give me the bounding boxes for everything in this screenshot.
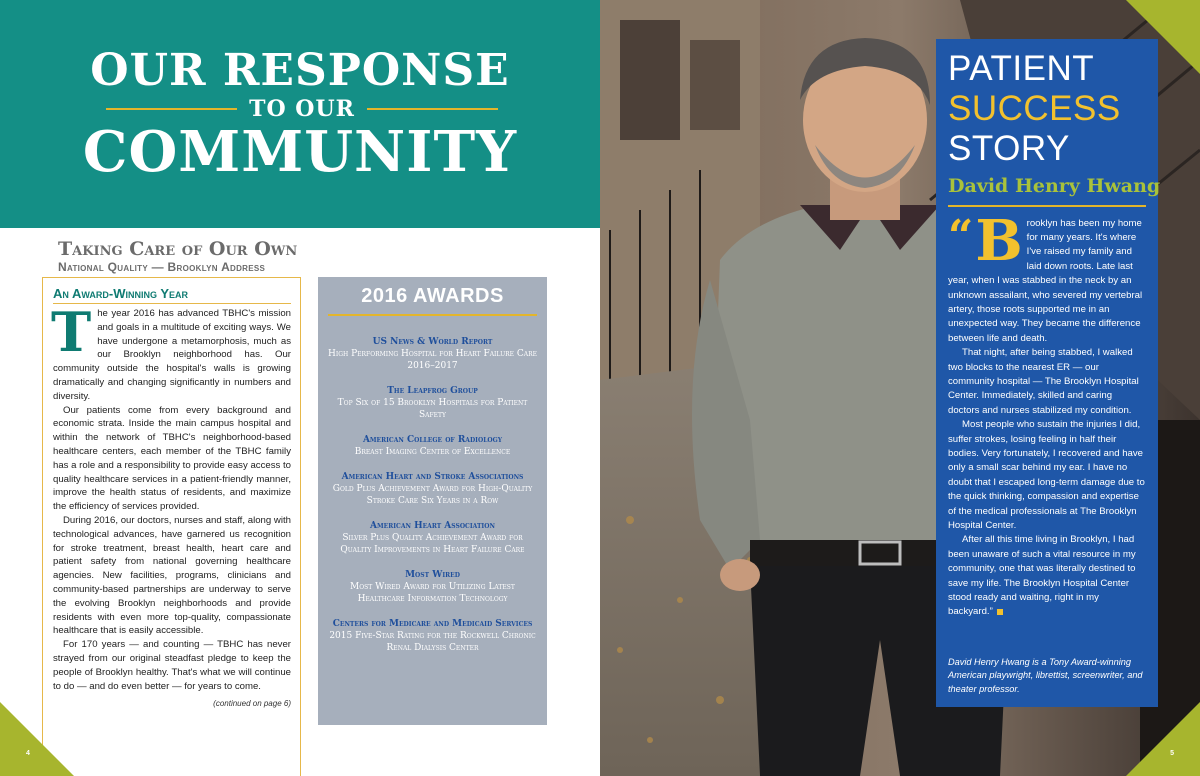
- award-org: Most Wired: [405, 569, 460, 580]
- banner-title-line2-text: TO OUR: [249, 96, 355, 122]
- awards-title: 2016 AWARDS: [361, 285, 504, 307]
- story-dropcap: B: [975, 207, 1023, 274]
- section-subtitle: National Quality — Brooklyn Address: [58, 260, 266, 274]
- banner-rule-left: [106, 108, 237, 110]
- award-org: US News & World Report: [372, 336, 493, 347]
- page-number-right: 5: [1170, 750, 1174, 757]
- awards-panel: [318, 277, 547, 725]
- article-paragraph: During 2016, our doctors, nurses and staff, along with technological advances, have garnered us recognition for stroke treatment, breast health, heart care and patient safety from national governing healthcare agencies. New facilities, programs, clinicians and community-based partnerships are underway to serve the evolving Brooklyn neighborhoods and provide residents with even more top-quality, compassionate healthcare that is easily accessible.: [53, 514, 291, 637]
- story-paragraph-text: rooklyn has been my home for many years. It's where I've raised my family and laid down roots. Late last year, when I was stabbed in the neck by an unknown assailant, who severed my vertebral artery, those roots supported me in an unexpected way. They became the difference between life and death.: [948, 217, 1143, 344]
- award-desc: 2015 Five-Star Rating for the Rockwell Chronic Renal Dialysis Center: [329, 630, 536, 653]
- article-body: [51, 300, 291, 693]
- banner-title-line3: COMMUNITY: [82, 119, 518, 185]
- title-banner: [0, 0, 600, 228]
- story-body: [948, 207, 1146, 620]
- award-item: [318, 385, 547, 421]
- award-desc: Top Six of 15 Brooklyn Hospitals for Patient Safety: [337, 397, 528, 420]
- award-item: [318, 569, 547, 605]
- story-heading-line2: SUCCESS: [948, 89, 1121, 128]
- award-item: [318, 434, 547, 458]
- continued-note: (continued on page 6): [213, 699, 291, 709]
- award-org: The Leapfrog Group: [387, 385, 478, 396]
- article-heading: An Award-Winning Year: [53, 286, 291, 304]
- award-item: [318, 471, 547, 507]
- story-rule: [948, 205, 1146, 207]
- patient-story-panel: [936, 39, 1161, 707]
- award-desc: Breast Imaging Center of Excellence: [354, 446, 511, 457]
- story-paragraph-text: After all this time living in Brooklyn, I had been unaware of such a vital resource in my community, one that was literally destined to save my life. The Brooklyn Hospital Center stood ready and waiting, right in my backyard.”: [948, 534, 1136, 618]
- story-paragraph: [948, 207, 1146, 347]
- story-heading-line1: PATIENT: [948, 49, 1095, 88]
- article-paragraph: [51, 300, 291, 404]
- awards-rule: [328, 314, 537, 316]
- award-desc: Most Wired Award for Utilizing Latest Healthcare Information Technology: [350, 581, 515, 604]
- article-paragraph: For 170 years — and counting — TBHC has never strayed from our original steadfast pledge to keep the people of Brooklyn healthy. That's what we will continue to do — and do even better — for years to come.: [53, 639, 291, 692]
- banner-rule-right: [367, 108, 498, 110]
- award-desc: Gold Plus Achievement Award for High-Quality Stroke Care Six Years in a Row: [332, 483, 533, 506]
- story-paragraph: [948, 533, 1146, 619]
- story-caption: David Henry Hwang is a Tony Award-winning American playwright, librettist, screenwriter, and theater professor.: [948, 656, 1143, 695]
- award-desc: High Performing Hospital for Heart Failure Care 2016–2017: [327, 348, 538, 371]
- story-paragraph: That night, after being stabbed, I walked two blocks to the nearest ER — our community hospital — The Brooklyn Hospital Center. Immediately, skilled and caring doctors and nurses stabilized my condition.: [948, 347, 1139, 416]
- article-paragraph-text: he year 2016 has advanced TBHC's mission and goals in a multitude of exciting ways. We have undergone a metamorphosis, much as our Brooklyn neighborhood has. Our community outside the hospital's walls is growing dramatically and changing significantly in numbers and diversity.: [53, 308, 291, 402]
- patient-name: David Henry Hwang: [948, 175, 1161, 197]
- section-title: Taking Care of Our Own: [58, 238, 298, 260]
- page-number-left: 4: [26, 750, 30, 757]
- article-dropcap: T: [51, 300, 92, 364]
- award-item: [318, 618, 547, 654]
- award-org: American College of Radiology: [362, 434, 503, 445]
- article-paragraph: Our patients come from every background and economic strata. Inside the main campus hospital and within the network of TBHC's neighborhood-based healthcare centers, each member of the TBHC family has a role and a responsibility to provide easy access to quality healthcare services in a patient-friendly manner, improve the health status of residents, and maximize the efficiency of services provided.: [53, 404, 291, 513]
- end-mark-icon: [997, 609, 1003, 615]
- banner-title-line1: OUR RESPONSE: [90, 45, 510, 96]
- award-org: Centers for Medicare and Medicaid Services: [332, 618, 533, 629]
- story-heading-line3: STORY: [948, 129, 1070, 168]
- award-desc: Silver Plus Quality Achievement Award for Quality Improvements in Heart Failure Care: [340, 532, 525, 555]
- award-org: American Heart and Stroke Associations: [341, 471, 524, 482]
- story-paragraph: Most people who sustain the injuries I did, suffer strokes, losing feeling in half their bodies. Very fortunately, I recovered and have only a small scar behind my ear. I have no doubt that I escaped long-term damage due to the quick thinking, compassion and expertise of the medical professionals at The Brooklyn Hospital Center.: [948, 419, 1145, 532]
- corner-triangle-left: [0, 702, 74, 776]
- award-org: American Heart Association: [370, 520, 495, 531]
- quote-mark-icon: “: [948, 210, 974, 262]
- corner-triangle-bottom-right: [1126, 702, 1200, 776]
- award-item: [318, 520, 547, 556]
- award-item: [318, 336, 547, 372]
- article-box: [42, 277, 301, 776]
